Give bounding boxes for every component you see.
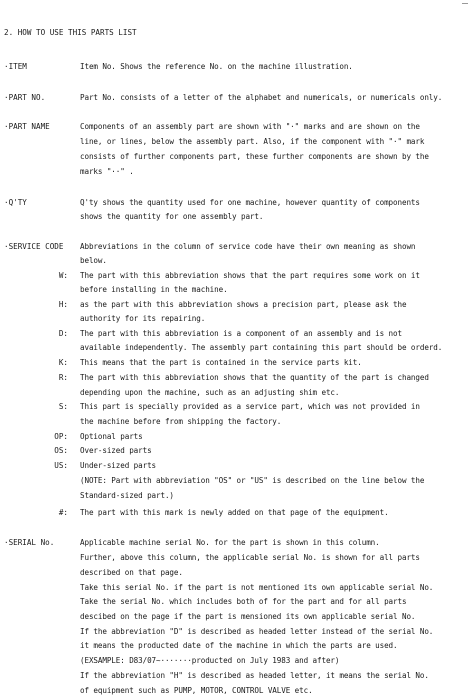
- service-code-os: OS:: [54, 446, 68, 455]
- scan-mark: [462, 3, 468, 4]
- service-code-r: R:: [58, 373, 68, 382]
- serial-no-line: Take this serial No. if the part is not mentioned its own applicable serial No.: [80, 583, 434, 592]
- serial-no-line: descibed on the page if the part is mensioned its own applicable serial No.: [80, 612, 416, 621]
- serial-no-line: of equipment such as PUMP, MOTOR, CONTROL VALVE etc.: [80, 686, 313, 695]
- serial-no-example: (EXSAMPLE: D83/07~·······producted on July 1983 and after): [80, 656, 340, 665]
- part-no-description: Part No. consists of a letter of the alphabet and numericals, or numericals only.: [80, 93, 443, 102]
- service-code-intro: Abbreviations in the column of service code have their own meaning as shown: [80, 242, 416, 251]
- serial-no-line: it means the producted date of the machine in which the parts are used.: [80, 641, 398, 650]
- service-code-w: W:: [58, 271, 68, 280]
- service-code-d: D:: [58, 329, 68, 338]
- service-code-text: depending upon the machine, such as an adjusting shim etc.: [80, 388, 340, 397]
- qty-line: Q'ty shows the quantity used for one machine, however quantity of components: [80, 198, 420, 207]
- service-code-note: (NOTE: Part with abbreviation "OS" or "US" is described on the line below the: [80, 476, 425, 485]
- term-part-no: ·PART NO.: [4, 93, 46, 102]
- section-heading: 2. HOW TO USE THIS PARTS LIST: [4, 28, 137, 37]
- service-code-text: Optional parts: [80, 432, 143, 441]
- service-code-text: Over-sized parts: [80, 446, 152, 455]
- serial-no-line: Further, above this column, the applicable serial No. is shown for all parts: [80, 553, 420, 562]
- part-name-line: line, or lines, below the assembly part. Also, if the component with "·" mark: [80, 137, 425, 146]
- service-code-text: The part with this abbreviation is a component of an assembly and is not: [80, 329, 402, 338]
- serial-no-line: If the abbreviation "H" is described as headed letter, it means the serial No.: [80, 671, 429, 680]
- service-code-op: OP:: [54, 432, 68, 441]
- part-name-line: Components of an assembly part are shown with "·" marks and are shown on the: [80, 122, 420, 131]
- service-code-text: This means that the part is contained in the service parts kit.: [80, 358, 362, 367]
- item-description: Item No. Shows the reference No. on the machine illustration.: [80, 62, 353, 71]
- service-code-text: The part with this abbreviation shows that the quantity of the part is changed: [80, 373, 429, 382]
- service-code-text: Under-sized parts: [80, 461, 157, 470]
- service-code-text: before installing in the machine.: [80, 285, 228, 294]
- service-code-text: The part with this mark is newly added on that page of the equipment.: [80, 508, 389, 517]
- serial-no-line: Take the serial No. which includes both of for the part and for all parts: [80, 597, 407, 606]
- part-name-line: marks "··" .: [80, 167, 134, 176]
- part-name-line: consists of further components part, these further components are shown by the: [80, 152, 429, 161]
- service-code-hash: #:: [58, 508, 68, 517]
- service-code-text: the machine before from shipping the factory.: [80, 417, 282, 426]
- serial-no-line: described on that page.: [80, 568, 183, 577]
- service-code-text: available independently. The assembly part containing this part should be orderd.: [80, 343, 443, 352]
- qty-line: shows the quantity for one assembly part.: [80, 212, 264, 221]
- service-code-text: as the part with this abbreviation shows a precision part, please ask the: [80, 300, 407, 309]
- term-qty: ·Q'TY: [4, 198, 27, 207]
- term-item: ·ITEM: [4, 62, 27, 71]
- service-code-text: This part is specially provided as a service part, which was not provided in: [80, 402, 420, 411]
- term-serial-no: ·SERIAL No.: [4, 538, 55, 547]
- service-code-note: Standard-sized part.): [80, 491, 174, 500]
- service-code-us: US:: [54, 461, 68, 470]
- service-code-h: H:: [58, 300, 68, 309]
- service-code-text: The part with this abbreviation shows that the part requires some work on it: [80, 271, 420, 280]
- service-code-s: S:: [58, 402, 68, 411]
- serial-no-line: If the abbreviation "D" is described as headed letter instead of the serial No.: [80, 627, 434, 636]
- service-code-k: K:: [58, 358, 68, 367]
- term-service-code: ·SERVICE CODE: [4, 242, 64, 251]
- service-code-text: authority for its repairing.: [80, 314, 206, 323]
- service-code-intro: below.: [80, 256, 107, 265]
- term-part-name: ·PART NAME: [4, 122, 50, 131]
- serial-no-line: Applicable machine serial No. for the part is shown in this column.: [80, 538, 380, 547]
